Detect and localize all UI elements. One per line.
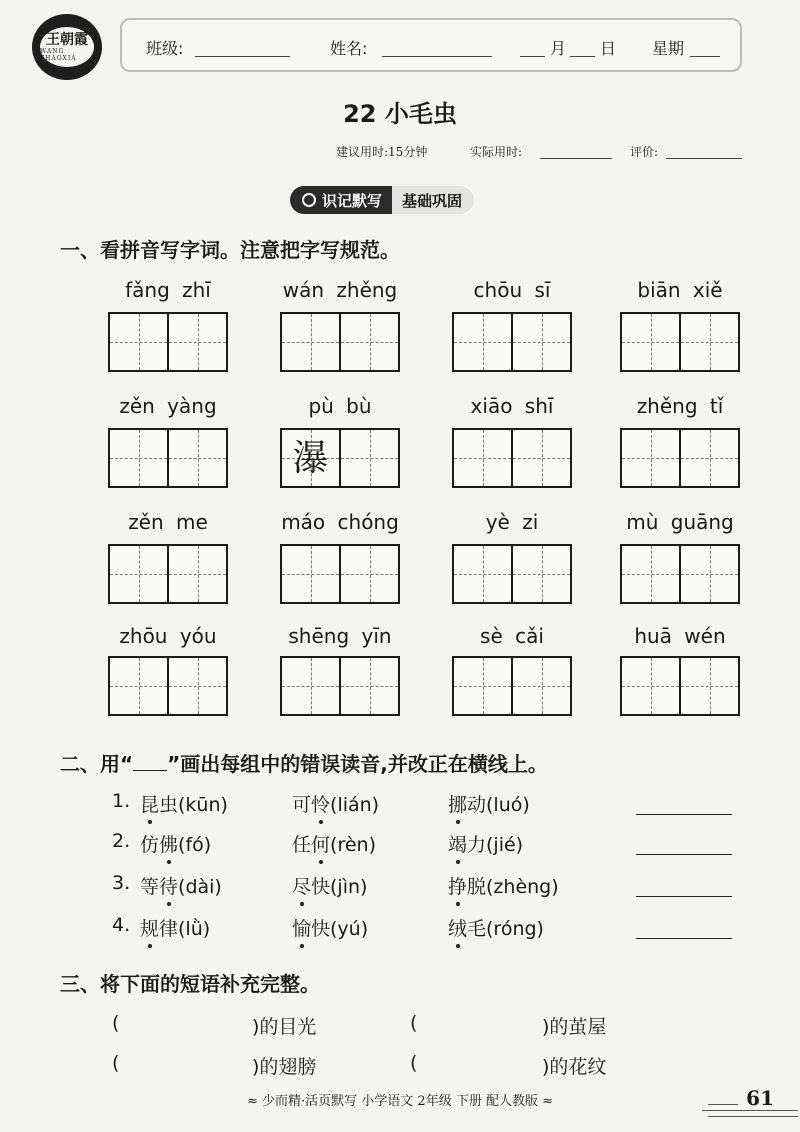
writing-cell[interactable]	[110, 430, 167, 486]
dotted-char: 挪	[448, 790, 467, 817]
day-label: 日	[600, 39, 617, 58]
answer-line[interactable]	[636, 938, 732, 939]
writing-grid	[108, 428, 228, 488]
writing-cell[interactable]	[110, 546, 167, 602]
writing-cell[interactable]	[110, 658, 167, 714]
cell-char: 瀑	[292, 438, 329, 479]
writing-cell[interactable]	[282, 658, 339, 714]
writing-grid	[620, 656, 740, 716]
word-part: 律(lǜ)	[159, 918, 211, 940]
writing-cell[interactable]	[622, 430, 679, 486]
dotted-char: 愉	[292, 914, 311, 941]
writing-cell[interactable]	[282, 546, 339, 602]
writing-cell[interactable]	[339, 546, 398, 602]
actual-time-label: 实际用时:	[470, 145, 523, 159]
word-part: 快(yú)	[311, 918, 369, 940]
publisher-logo	[32, 14, 102, 80]
pinyin-label: sè cǎi	[480, 624, 544, 648]
dotted-char: 竭	[448, 830, 467, 857]
section2-heading-pre: 二、用“	[60, 752, 134, 776]
writing-cell[interactable]	[339, 430, 398, 486]
writing-cell[interactable]	[511, 314, 570, 370]
pinyin-label: wán zhěng	[282, 278, 398, 302]
word-pronunciation[interactable]	[140, 830, 211, 857]
word-pronunciation[interactable]	[140, 790, 228, 817]
pinyin-label: xiāo shī	[470, 394, 554, 418]
word-part: 可	[292, 794, 312, 816]
month-label: 月	[550, 39, 567, 58]
underline-sample	[133, 756, 167, 771]
writing-cell[interactable]	[339, 314, 398, 370]
word-pronunciation[interactable]	[292, 830, 376, 857]
weekday-field[interactable]	[690, 56, 720, 57]
writing-grid	[620, 544, 740, 604]
dotted-char: 待	[159, 872, 178, 899]
name-field[interactable]	[382, 56, 492, 57]
writing-cell[interactable]	[622, 314, 679, 370]
writing-cell[interactable]	[679, 314, 738, 370]
phrase-suffix: )的茧屋	[542, 1016, 607, 1038]
word-part: (dài)	[178, 876, 222, 898]
rating-field[interactable]	[666, 158, 742, 159]
writing-cell[interactable]	[282, 314, 339, 370]
pinyin-label: mù guāng	[626, 510, 734, 534]
phrase-blank[interactable]	[426, 1052, 546, 1076]
phrase-blank[interactable]	[426, 1012, 546, 1036]
name-label: 姓名:	[330, 39, 368, 58]
word-part: 毛(róng)	[467, 918, 544, 940]
writing-cell[interactable]	[167, 546, 226, 602]
pinyin-label: yè zi	[485, 510, 539, 534]
phrase-suffix: )的目光	[252, 1016, 317, 1038]
logo-text: 王朝霞	[46, 31, 88, 48]
pinyin-label: máo chóng	[281, 510, 399, 534]
rating-label: 评价:	[630, 145, 659, 159]
dotted-char: 佛	[159, 830, 178, 857]
writing-cell[interactable]	[622, 546, 679, 602]
writing-cell[interactable]	[511, 430, 570, 486]
pinyin-label: zhěng tǐ	[636, 394, 724, 418]
weekday-label: 星期	[652, 39, 685, 58]
dotted-char: 昆	[140, 790, 159, 817]
writing-cell[interactable]	[454, 314, 511, 370]
writing-grid	[452, 656, 572, 716]
phrase-blank[interactable]	[128, 1012, 248, 1036]
pinyin-label: huā wén	[634, 624, 726, 648]
dotted-char: 挣	[448, 872, 467, 899]
badge-light-label: 基础巩固	[402, 191, 463, 210]
word-part: 仿	[140, 834, 160, 856]
dotted-char: 规	[140, 914, 159, 941]
footer-wave	[708, 1116, 798, 1117]
phrase-suffix: )的翅膀	[252, 1056, 317, 1078]
section1-heading: 一、看拼音写字词。注意把字写规范。	[60, 238, 400, 262]
logo-subtext: WANG ZHAOXIA	[40, 47, 77, 62]
badge-dark-label: 识记默写	[322, 191, 383, 210]
writing-grid	[620, 312, 740, 372]
pinyin-label: pù bù	[308, 394, 372, 418]
writing-grid	[280, 656, 400, 716]
writing-cell[interactable]	[282, 430, 339, 486]
page-number: 61	[746, 1086, 774, 1110]
class-label: 班级:	[146, 39, 184, 58]
writing-cell[interactable]	[167, 314, 226, 370]
lesson-title: 22 小毛虫	[343, 100, 457, 128]
month-field[interactable]	[520, 56, 545, 57]
writing-grid	[108, 544, 228, 604]
word-part: 脱(zhèng)	[467, 876, 559, 898]
footer-wave	[702, 1110, 798, 1111]
word-part: (fó)	[178, 834, 212, 856]
row-number: 3.	[112, 872, 131, 894]
writing-cell[interactable]	[679, 546, 738, 602]
writing-grid	[280, 544, 400, 604]
writing-cell[interactable]	[454, 658, 511, 714]
pinyin-label: zěn yàng	[119, 394, 217, 418]
word-pronunciation[interactable]	[448, 790, 530, 817]
word-pronunciation[interactable]	[140, 872, 222, 899]
pinyin-label: shēng yīn	[288, 624, 392, 648]
phrase-open-paren: (	[410, 1052, 418, 1074]
word-part: (rèn)	[330, 834, 376, 856]
phrase-blank[interactable]	[128, 1052, 248, 1076]
word-pronunciation[interactable]	[140, 914, 210, 941]
writing-grid	[452, 544, 572, 604]
pinyin-label: fǎng zhī	[125, 278, 211, 302]
writing-cell[interactable]	[167, 430, 226, 486]
class-field[interactable]	[195, 56, 290, 57]
writing-cell[interactable]	[454, 430, 511, 486]
writing-grid	[620, 428, 740, 488]
dotted-char: 绒	[448, 914, 467, 941]
writing-cell[interactable]	[622, 658, 679, 714]
phrase-suffix: )的花纹	[542, 1056, 607, 1078]
student-info-bar	[120, 18, 742, 72]
word-pronunciation[interactable]	[448, 914, 544, 941]
writing-grid	[452, 428, 572, 488]
dotted-char: 何	[311, 830, 330, 857]
section-badge	[290, 186, 474, 214]
writing-grid	[452, 312, 572, 372]
writing-cell[interactable]	[454, 546, 511, 602]
writing-grid	[280, 428, 400, 488]
dotted-char: 怜	[311, 790, 330, 817]
writing-grid	[280, 312, 400, 372]
badge-light	[392, 186, 474, 214]
writing-grid	[108, 312, 228, 372]
medal-icon	[302, 193, 316, 207]
phrase-open-paren: (	[410, 1012, 418, 1034]
answer-line[interactable]	[636, 854, 732, 855]
word-part: (lián)	[330, 794, 380, 816]
word-pronunciation[interactable]	[292, 914, 368, 941]
word-pronunciation[interactable]	[292, 872, 367, 899]
row-number: 4.	[112, 914, 131, 936]
writing-cell[interactable]	[679, 658, 738, 714]
section2-heading-post: ”画出每组中的错误读音,并改正在横线上。	[167, 752, 548, 776]
writing-cell[interactable]	[679, 430, 738, 486]
section3-heading: 三、将下面的短语补充完整。	[60, 972, 320, 996]
answer-line[interactable]	[636, 896, 732, 897]
writing-cell[interactable]	[110, 314, 167, 370]
word-pronunciation[interactable]	[448, 872, 559, 899]
writing-cell[interactable]	[339, 658, 398, 714]
actual-time-field[interactable]	[540, 158, 612, 159]
footer-wave	[708, 1104, 738, 1105]
word-pronunciation[interactable]	[292, 790, 379, 817]
writing-cell[interactable]	[511, 658, 570, 714]
word-part: 任	[292, 834, 312, 856]
writing-cell[interactable]	[167, 658, 226, 714]
row-number: 2.	[112, 830, 131, 852]
pinyin-label: chōu sī	[473, 278, 551, 302]
word-part: 虫(kūn)	[159, 794, 228, 816]
phrase-open-paren: (	[112, 1052, 120, 1074]
writing-grid	[108, 656, 228, 716]
word-part: 动(luó)	[467, 794, 530, 816]
suggested-time: 建议用时:15分钟	[336, 145, 428, 159]
row-number: 1.	[112, 790, 131, 812]
word-part: 等	[140, 876, 160, 898]
word-pronunciation[interactable]	[448, 830, 523, 857]
pinyin-label: zěn me	[128, 510, 208, 534]
phrase-open-paren: (	[112, 1012, 120, 1034]
badge-dark	[290, 186, 392, 214]
day-field[interactable]	[570, 56, 595, 57]
pinyin-label: zhōu yóu	[119, 624, 217, 648]
footer-text: ≈ 少而精·活页默写 小学语文 2年级 下册 配人教版 ≈	[247, 1094, 553, 1109]
writing-cell[interactable]	[511, 546, 570, 602]
answer-line[interactable]	[636, 814, 732, 815]
word-part: 力(jié)	[467, 834, 524, 856]
pinyin-label: biān xiě	[637, 278, 723, 302]
dotted-char: 尽	[292, 872, 311, 899]
word-part: 快(jìn)	[311, 876, 368, 898]
section2-heading	[60, 748, 548, 777]
